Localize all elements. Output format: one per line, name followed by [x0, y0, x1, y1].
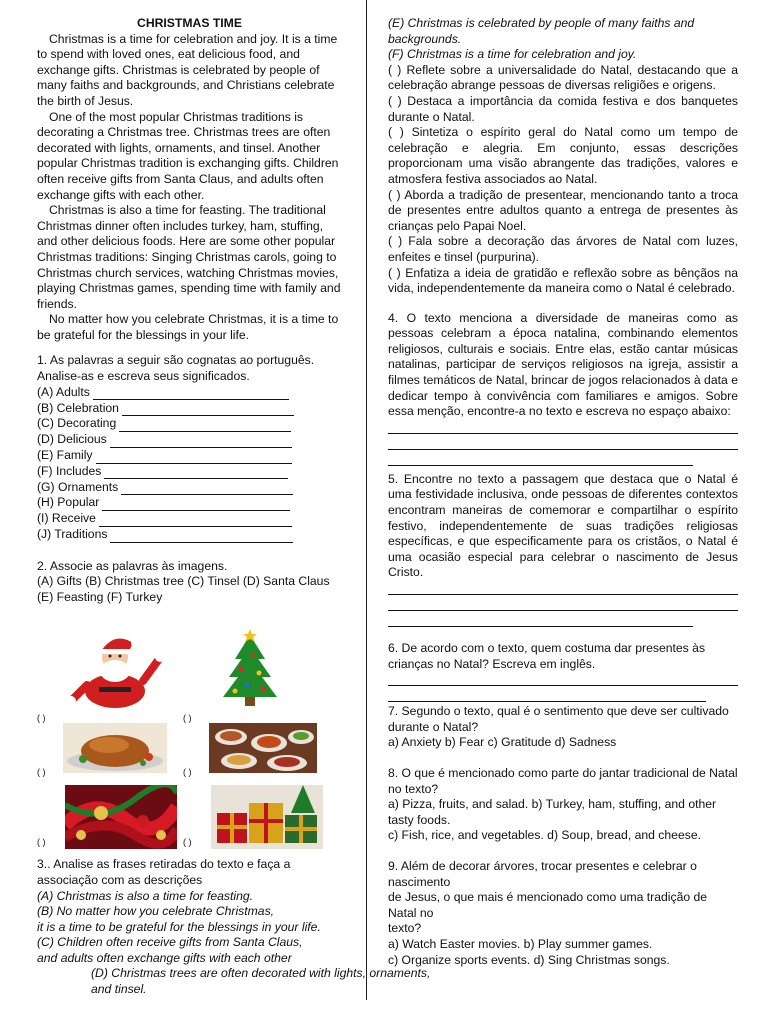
vocab-item: (G) Ornaments — [37, 479, 342, 495]
answer-blank[interactable] — [104, 467, 288, 479]
phrase-b-cont: it is a time to be grateful for the blessings in your life. — [37, 919, 321, 934]
question-9-options-cd[interactable]: c) Organize sports events. d) Sing Christmas songs. — [388, 952, 670, 967]
answer-blank[interactable] — [102, 499, 290, 511]
answer-line[interactable] — [388, 688, 706, 702]
worksheet-title: CHRISTMAS TIME — [137, 16, 242, 30]
left-column — [37, 16, 342, 967]
column-divider — [366, 0, 367, 1000]
vocab-item: (H) Popular — [37, 495, 342, 511]
question-6-cont: crianças no Natal? Escreva em inglês. — [388, 656, 596, 671]
question-7: 7. Segundo o texto, qual é o sentimento que deve ser cultivado — [388, 704, 729, 719]
vocab-item: (C) Decorating — [37, 416, 342, 432]
description-item[interactable]: ( ) Enfatiza a ideia de gratidão e reflexão sobre as bênçãos na vida, independentemente da maneira como o Natal é celebrado. — [388, 265, 738, 296]
image-grid — [37, 605, 342, 848]
question-7-cont: durante o Natal? — [388, 719, 479, 734]
phrase-b: (B) No matter how you celebrate Christmas, — [37, 904, 275, 919]
question-8-cont: no texto? — [388, 781, 439, 796]
question-3-prompt: 3.. Analise as frases retiradas do texto e faça a — [37, 857, 291, 872]
question-8: 8. O que é mencionado como parte do jantar tradicional de Natal — [388, 765, 738, 780]
roast-turkey-image — [63, 723, 167, 773]
right-column — [388, 16, 738, 968]
vocab-item: (I) Receive — [37, 511, 342, 527]
answer-line[interactable] — [388, 436, 738, 450]
vocabulary-list — [37, 385, 342, 543]
answer-blank[interactable] — [121, 483, 293, 495]
vocab-item: (F) Includes — [37, 464, 342, 480]
question-3-prompt-2: associação com as descrições — [37, 873, 203, 887]
match-paren[interactable]: ( ) — [37, 713, 46, 724]
reading-paragraph-1: Christmas is a time for celebration and joy. It is a time to spend with loved ones, eat delicious food, and exchange gifts. Christmas is celebrated by people of many faiths and backgrounds, and Christians celebrate the birth of Jesus. — [37, 31, 338, 108]
phrase-e-cont: backgrounds. — [388, 31, 462, 46]
description-item[interactable]: ( ) Fala sobre a decoração das árvores de Natal com luzes, enfeites e tinsel (purpurina). — [388, 234, 738, 264]
answer-line[interactable] — [388, 420, 738, 434]
description-item[interactable]: ( ) Aborda a tradição de presentear, mencionando tanto a troca de presentes entre adultos quanto a entrega de presentes às crianças pelo Papai Noel. — [388, 187, 738, 233]
question-9: 9. Além de decorar árvores, trocar presentes e celebrar o nascimento — [388, 858, 697, 889]
phrase-a: (A) Christmas is also a time for feasting. — [37, 888, 254, 903]
answer-blank[interactable] — [93, 388, 289, 400]
vocab-item: (D) Delicious — [37, 432, 342, 448]
reading-paragraph-3: Christmas is also a time for feasting. The traditional Christmas dinner often includes turkey, ham, stuffing, and other delicious foods. Here are some other popular Christmas traditions: Singing Christmas carols, going to Christmas church services, watching Christmas movies, playing Christmas games, spending time with family and friends. — [37, 203, 341, 311]
question-6: 6. De acordo com o texto, quem costuma dar presentes às — [388, 641, 706, 655]
description-item[interactable]: ( ) Reflete sobre a universalidade do Natal, destacando que a celebração abrange pessoas de diversas religiões e origens. — [388, 62, 738, 93]
answer-blank[interactable] — [110, 436, 292, 448]
question-2-options-2: (E) Feasting (F) Turkey — [37, 589, 163, 604]
answer-line[interactable] — [388, 672, 738, 686]
question-1-prompt: 1. As palavras a seguir são cognatas ao português. — [37, 353, 315, 368]
question-8-options-cd[interactable]: c) Fish, rice, and vegetables. d) Soup, bread, and cheese. — [388, 828, 701, 843]
answer-line[interactable] — [388, 452, 693, 466]
phrase-c-cont: and adults often exchange gifts with each other — [37, 950, 292, 965]
phrase-e: (E) Christmas is celebrated by people of many faiths and — [388, 16, 695, 30]
answer-blank[interactable] — [99, 515, 292, 527]
vocab-item: (B) Celebration — [37, 400, 342, 416]
answer-line[interactable] — [388, 581, 738, 595]
feast-table-image — [209, 723, 317, 773]
question-2-options: (A) Gifts (B) Christmas tree (C) Tinsel (D) Santa Claus — [37, 574, 330, 589]
match-paren[interactable]: ( ) — [37, 767, 46, 778]
question-4: 4. O texto menciona a diversidade de maneiras como as pessoas celebram a época natalina, combinando elementos religiosos, culturais e sociais. Entre elas, estão cantar músicas natalinas, participar de serviços religiosos na igreja, assistir a filmes temáticos de Natal, brincar de jogos relacionados à data e dedicar tempo à convivência com familiares e amigos. Sobre essa menção, encontre-a no texto e escreva no espaço abaixo: — [388, 310, 738, 419]
question-9-cont: de Jesus, o que mais é mencionado como uma tradição de Natal no — [388, 890, 708, 920]
gift-boxes-image — [211, 785, 323, 849]
phrase-d-block — [91, 966, 451, 997]
vocab-item: (J) Traditions — [37, 527, 342, 543]
match-paren[interactable]: ( ) — [37, 837, 46, 848]
santa-claus-image — [63, 629, 167, 709]
question-9-cont-2: texto? — [388, 921, 422, 936]
tinsel-ornaments-image — [65, 785, 177, 849]
description-item[interactable]: ( ) Sintetiza o espírito geral do Natal como um tempo de celebração e alegria. Em conjunto, essas descrições proporcionam uma visão abrangente das tradições, valores e atmosfera festiva associados ao Natal. — [388, 125, 738, 186]
question-9-options-ab[interactable]: a) Watch Easter movies. b) Play summer games. — [388, 936, 653, 951]
phrase-d: (D) Christmas trees are often decorated with lights, ornaments, — [91, 966, 431, 980]
question-1-prompt-2: Analise-as e escreva seus significados. — [37, 369, 250, 384]
vocab-item: (A) Adults — [37, 385, 342, 401]
answer-blank[interactable] — [96, 452, 292, 464]
phrase-c: (C) Children often receive gifts from Santa Claus, — [37, 935, 303, 950]
answer-line[interactable] — [388, 613, 693, 627]
question-2-prompt: 2. Associe as palavras às imagens. — [37, 558, 228, 573]
match-paren[interactable]: ( ) — [183, 837, 192, 848]
reading-paragraph-2: One of the most popular Christmas traditions is decorating a Christmas tree. Christmas trees are often decorated with lights, ornaments, and tinsel. Another popular Christmas tradition is exchanging gifts. Children often receive gifts from Santa Claus, and adults often exchange gifts with each other. — [37, 109, 339, 202]
vocab-item: (E) Family — [37, 448, 342, 464]
question-5: 5. Encontre no texto a passagem que destaca que o Natal é uma festividade inclusiva, onde pessoas de diferentes contextos encontram maneiras de comemorar e compartilhar o espírito festivo, independentemente de suas tradições religiosas específicas, e que especificamente para os cristãos, o Natal é uma ocasião especial para celebrar o nascimento de Jesus Cristo. — [388, 471, 738, 580]
answer-line[interactable] — [388, 597, 738, 611]
question-8-options-ab[interactable]: a) Pizza, fruits, and salad. b) Turkey, ham, stuffing, and other — [388, 797, 717, 812]
question-8-options-ab-cont: tasty foods. — [388, 812, 451, 827]
answer-blank[interactable] — [119, 420, 291, 432]
christmas-tree-image — [217, 629, 283, 709]
answer-blank[interactable] — [110, 531, 293, 543]
answer-blank[interactable] — [122, 404, 294, 416]
match-paren[interactable]: ( ) — [183, 713, 192, 724]
reading-paragraph-4: No matter how you celebrate Christmas, it is a time to be grateful for the blessings in your life. — [37, 312, 339, 342]
phrase-d-cont: and tinsel. — [91, 981, 147, 996]
match-paren[interactable]: ( ) — [183, 767, 192, 778]
question-7-options[interactable]: a) Anxiety b) Fear c) Gratitude d) Sadness — [388, 735, 617, 750]
phrase-f: (F) Christmas is a time for celebration and joy. — [388, 47, 637, 62]
description-item[interactable]: ( ) Destaca a importância da comida festiva e dos banquetes durante o Natal. — [388, 93, 738, 124]
